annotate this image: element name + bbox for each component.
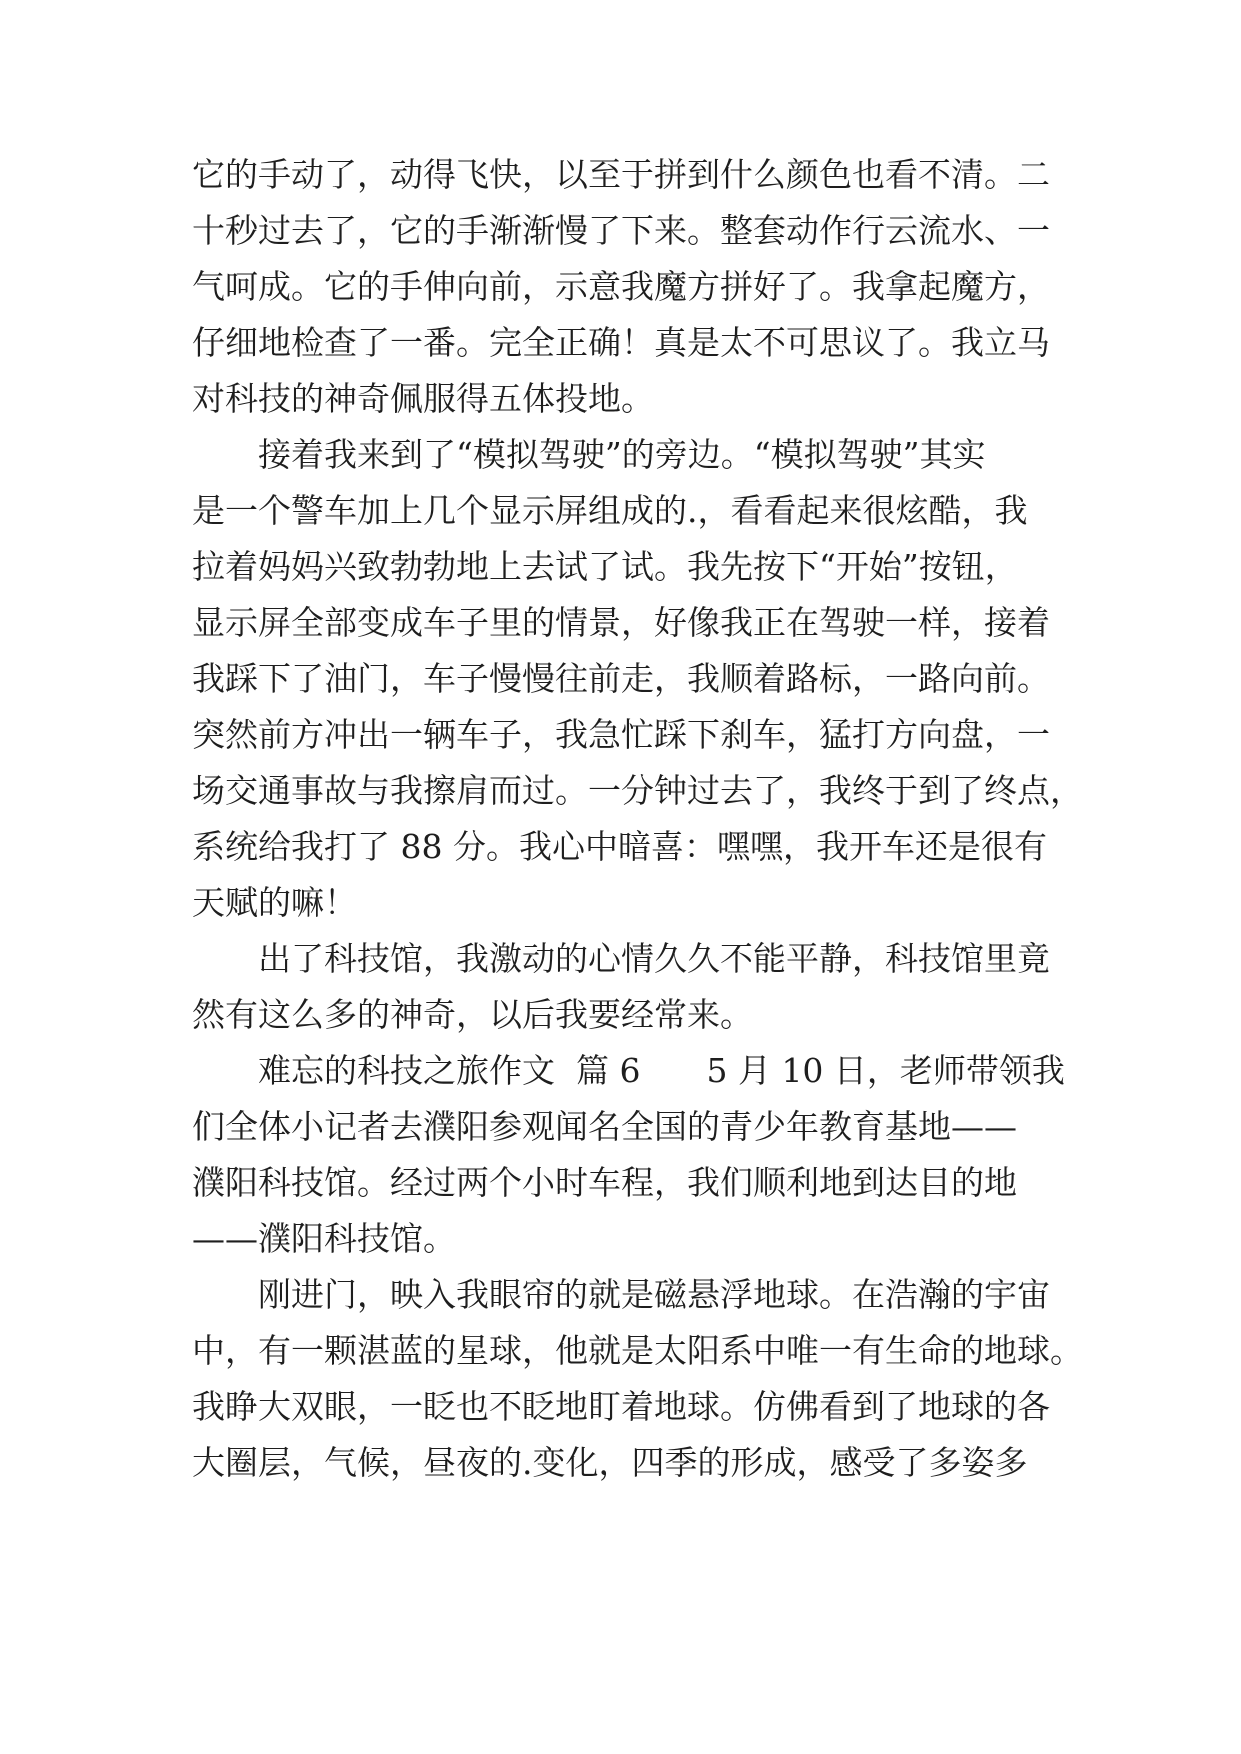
text-line: 场交通事故与我擦肩而过。一分钟过去了，我终于到了终点， <box>192 771 1083 810</box>
text-line: 显示屏全部变成车子里的情景，好像我正在驾驶一样，接着 <box>192 603 1050 642</box>
text-line: 突然前方冲出一辆车子，我急忙踩下刹车，猛打方向盘，一 <box>192 715 1050 754</box>
text-line: 难忘的科技之旅作文 篇 6 5 月 10 日，老师带领我 <box>192 1051 1065 1090</box>
text-line: 气呵成。它的手伸向前，示意我魔方拼好了。我拿起魔方， <box>192 267 1050 306</box>
text-line: 仔细地检查了一番。完全正确！真是太不可思议了。我立马 <box>192 323 1050 362</box>
text-line: 系统给我打了 88 分。我心中暗喜：嘿嘿，我开车还是很有 <box>192 827 1047 866</box>
text-line: 中，有一颗湛蓝的星球，他就是太阳系中唯一有生命的地球。 <box>192 1331 1083 1370</box>
text-line: 它的手动了，动得飞快，以至于拼到什么颜色也看不清。二 <box>192 155 1050 194</box>
text-line: 接着我来到了“模拟驾驶”的旁边。“模拟驾驶”其实 <box>192 435 986 474</box>
text-line: 濮阳科技馆。经过两个小时车程，我们顺利地到达目的地 <box>192 1163 1017 1202</box>
text-line: 我踩下了油门，车子慢慢往前走，我顺着路标，一路向前。 <box>192 659 1050 698</box>
text-line: ——濮阳科技馆。 <box>192 1219 456 1258</box>
text-line: 出了科技馆，我激动的心情久久不能平静，科技馆里竟 <box>192 939 1050 978</box>
text-line: 然有这么多的神奇，以后我要经常来。 <box>192 995 753 1034</box>
text-line: 我睁大双眼，一眨也不眨地盯着地球。仿佛看到了地球的各 <box>192 1387 1050 1426</box>
text-line: 天赋的嘛！ <box>192 883 357 922</box>
text-line: 刚进门，映入我眼帘的就是磁悬浮地球。在浩瀚的宇宙 <box>192 1275 1050 1314</box>
text-line: 是一个警车加上几个显示屏组成的.，看看起来很炫酷，我 <box>192 491 1028 530</box>
text-line: 拉着妈妈兴致勃勃地上去试了试。我先按下“开始”按钮， <box>192 547 1018 586</box>
text-line: 们全体小记者去濮阳参观闻名全国的青少年教育基地—— <box>192 1107 1017 1146</box>
text-line: 大圈层，气候，昼夜的.变化，四季的形成，感受了多姿多 <box>192 1443 1028 1482</box>
text-line: 十秒过去了，它的手渐渐慢了下来。整套动作行云流水、一 <box>192 211 1050 250</box>
text-line: 对科技的神奇佩服得五体投地。 <box>192 379 654 418</box>
